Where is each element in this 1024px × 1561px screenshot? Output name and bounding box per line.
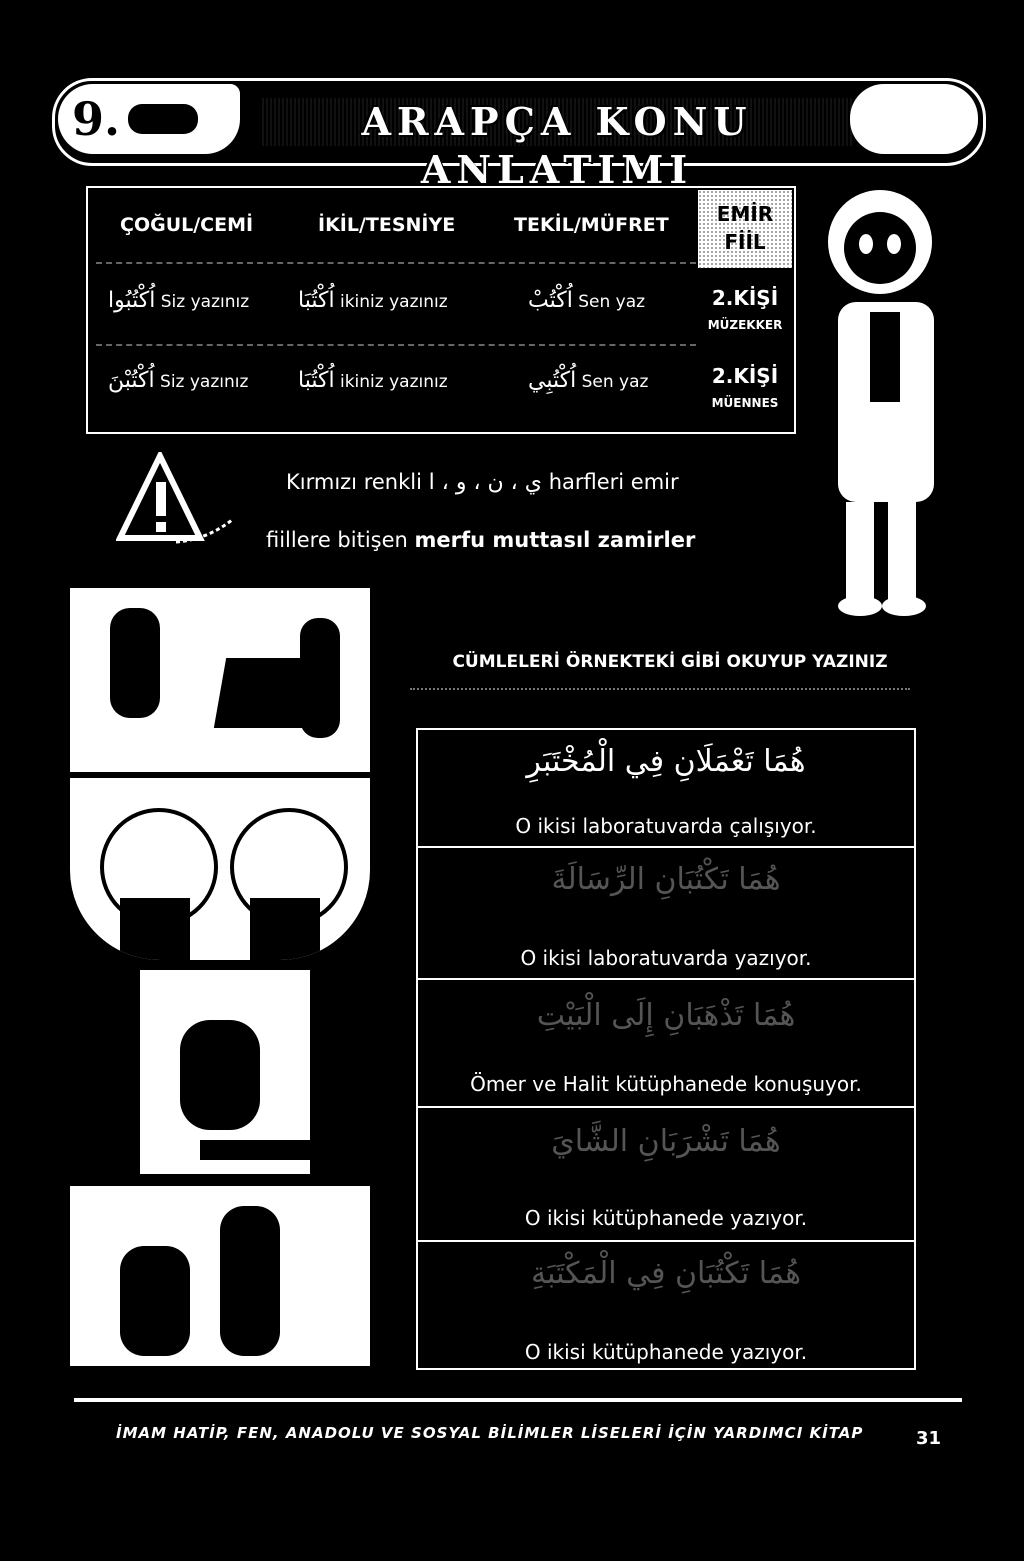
table-row xyxy=(108,368,248,393)
exercise-arabic: هُمَا تَذْهَبَانِ إِلَى الْبَيْتِ xyxy=(536,998,796,1033)
col-header-plural: ÇOĞUL/CEMİ xyxy=(120,214,254,236)
character-illustration xyxy=(818,182,948,622)
exercise-arabic: هُمَا تَكْتُبَانِ فِي الْمَكْتَبَةِ xyxy=(530,1256,802,1291)
table-divider xyxy=(96,262,696,264)
footer-rule xyxy=(74,1398,962,1402)
fiil-label: FİİL xyxy=(724,230,766,254)
dual-arabic: اُكْتُبَا xyxy=(298,368,335,393)
table-cell xyxy=(528,368,648,393)
unit-number: 9. xyxy=(72,92,121,146)
person-label: 2.KİŞİ xyxy=(711,286,779,310)
notice-letters: ي ، ن ، و ، ا xyxy=(428,470,542,495)
gender-label: MÜZEKKER xyxy=(707,318,783,332)
table-row xyxy=(108,288,249,313)
banner-cap xyxy=(850,84,978,154)
table-cell xyxy=(528,288,645,313)
notice-suffix: harfleri emir xyxy=(548,470,679,494)
exercise-arabic: هُمَا تَشْرَبَانِ الشَّايَ xyxy=(551,1124,781,1159)
plural-translation: Siz yazınız xyxy=(160,292,250,312)
exercise-translation: O ikisi kütüphanede yazıyor. xyxy=(524,1206,808,1230)
footer-text: İMAM HATİP, FEN, ANADOLU VE SOSYAL BİLİMLER LİSELERİ İÇİN YARDIMCI KİTAP xyxy=(116,1424,864,1442)
exercise-translation: Ömer ve Halit kütüphanede konuşuyor. xyxy=(470,1072,862,1096)
notice-line-1 xyxy=(286,470,679,495)
emir-fiil-badge xyxy=(698,190,792,268)
emir-label: EMİR xyxy=(716,202,774,226)
exercise-arabic: هُمَا تَكْتُبَانِ الرِّسَالَةَ xyxy=(551,862,781,897)
reading-illustration xyxy=(70,1186,370,1386)
exercise-divider xyxy=(416,978,916,980)
exercise-arabic: هُمَا تَعْمَلَانِ فِي الْمُخْتَبَرِ xyxy=(526,744,806,779)
plural-arabic: اُكْتُبْنَ xyxy=(108,368,155,393)
unit-tag xyxy=(128,104,198,134)
exercise-translation: O ikisi kütüphanede yazıyor. xyxy=(524,1340,808,1364)
gender-label: MÜENNES xyxy=(711,396,779,410)
col-header-singular: TEKİL/MÜFRET xyxy=(514,214,669,236)
notice-bold: merfu muttasıl zamirler xyxy=(414,528,696,552)
singular-translation: Sen yaz xyxy=(581,372,649,392)
notice-line-2 xyxy=(266,528,695,552)
col-header-dual: İKİL/TESNİYE xyxy=(318,214,456,236)
exercise-translation: O ikisi laboratuvarda yazıyor. xyxy=(520,946,812,970)
page-number: 31 xyxy=(916,1428,942,1449)
exercise-title-rule xyxy=(410,688,910,690)
children-illustration xyxy=(70,778,370,960)
unit-badge xyxy=(58,84,240,154)
dual-translation: ikiniz yazınız xyxy=(339,292,448,312)
exercise-divider xyxy=(416,1106,916,1108)
exercise-divider xyxy=(416,846,916,848)
dual-arabic: اُكْتُبَا xyxy=(298,288,335,313)
person-label: 2.KİŞİ xyxy=(711,364,779,388)
dual-translation: ikiniz yazınız xyxy=(339,372,448,392)
table-cell xyxy=(298,288,448,313)
table-divider xyxy=(96,344,696,346)
exercise-divider xyxy=(416,1240,916,1242)
table-cell xyxy=(298,368,448,393)
page-title: ARAPÇA KONU ANLATIMI xyxy=(262,98,852,146)
lab-illustration xyxy=(70,568,370,772)
singular-translation: Sen yaz xyxy=(578,292,646,312)
singular-arabic: اُكْتُبْ xyxy=(528,288,573,313)
plural-arabic: اُكْتُبُوا xyxy=(108,288,156,313)
exercise-translation: O ikisi laboratuvarda çalışıyor. xyxy=(515,814,817,838)
library-illustration xyxy=(70,970,374,1174)
plural-translation: Siz yazınız xyxy=(160,372,249,392)
singular-arabic: اُكْتُبِي xyxy=(528,368,577,393)
notice-prefix: Kırmızı renkli xyxy=(286,470,422,494)
notice-prefix-2: fiillere bitişen xyxy=(266,528,408,552)
warning-icon xyxy=(116,452,236,548)
exercise-title: CÜMLELERİ ÖRNEKTEKİ GİBİ OKUYUP YAZINIZ xyxy=(452,652,888,672)
